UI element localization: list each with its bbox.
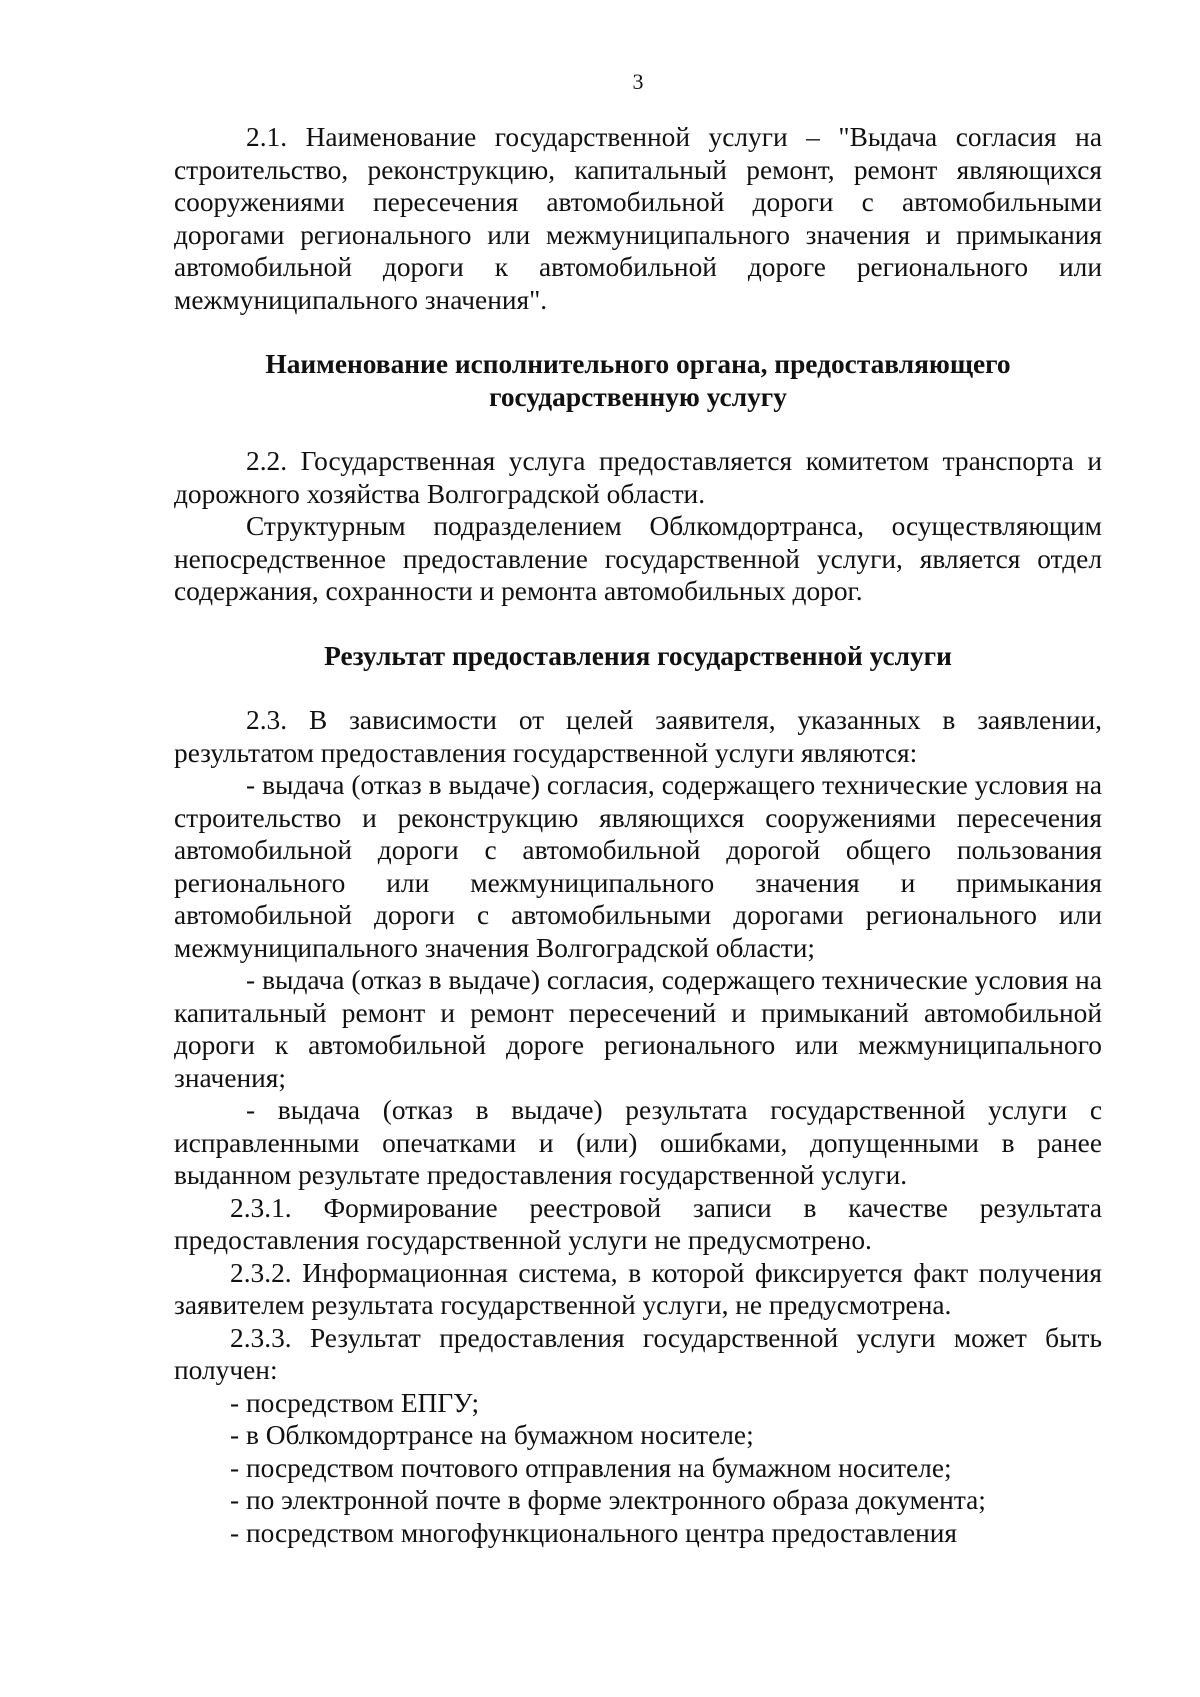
result-list-item-3: - выдача (отказ в выдаче) результата государственной услуги с исправленными опечатками и (или) ошибками, допущенными в ранее выданном результате предоставления государственной услуги. bbox=[174, 1095, 1102, 1190]
document-body bbox=[174, 121, 1102, 1549]
paragraph-2-1: 2.1. Наименование государственной услуги – "Выдача согласия на строительство, реконструкцию, капитальный ремонт, ремонт являющихся сооружениями пересечения автомобильной дороги с автомобильными дорогами регионального или межмуниципального значения и примыкания автомобильной дороги к автомобильной дороге регионального или межмуниципального значения". bbox=[174, 122, 1102, 315]
paragraph-structural-unit: Структурным подразделением Облкомдортранса, осуществляющим непосредственное предоставление государственной услуги, является отдел содержания, сохранности и ремонта автомобильных дорог. bbox=[174, 511, 1102, 606]
section-heading-executive-organ: Наименование исполнительного органа, предоставляющего государственную услугу bbox=[265, 349, 1011, 412]
method-list-item-5: - посредством многофункционального центра предоставления bbox=[230, 1517, 958, 1548]
paragraph-2-3-3: 2.3.3. Результат предоставления государственной услуги может быть получен: bbox=[174, 1322, 1102, 1385]
section-heading-result: Результат предоставления государственной услуги bbox=[324, 640, 952, 671]
paragraph-2-3: 2.3. В зависимости от целей заявителя, указанных в заявлении, результатом предоставления государственной услуги являются: bbox=[174, 705, 1102, 768]
result-list-item-2: - выдача (отказ в выдаче) согласия, содержащего технические условия на капитальный ремонт и ремонт пересечений и примыканий автомобильной дороги к автомобильной дороге регионального или межмуниципального значения; bbox=[174, 965, 1102, 1093]
method-list-item-4: - по электронной почте в форме электронного образа документа; bbox=[230, 1485, 986, 1515]
method-list-item-3: - посредством почтового отправления на бумажном носителе; bbox=[230, 1452, 952, 1483]
result-list-item-1: - выдача (отказ в выдаче) согласия, содержащего технические условия на строительство и реконструкцию являющихся сооружениями пересечения автомобильной дороги с автомобильной дорогой общего пользования регионального или межмуниципального значения и примыкания автомобильной дороги с автомобильными дорогами регионального или межмуниципального значения Волгоградской области; bbox=[174, 770, 1102, 963]
paragraph-2-3-2: 2.3.2. Информационная система, в которой фиксируется факт получения заявителем результата государственной услуги, не предусмотрена. bbox=[174, 1257, 1102, 1320]
paragraph-2-2: 2.2. Государственная услуга предоставляется комитетом транспорта и дорожного хозяйства Волгоградской области. bbox=[174, 446, 1102, 509]
page-number: 3 bbox=[632, 69, 644, 94]
method-list-item-2: - в Облкомдортрансе на бумажном носителе; bbox=[230, 1420, 754, 1450]
paragraph-2-3-1: 2.3.1. Формирование реестровой записи в качестве результата предоставления государственной услуги не предусмотрено. bbox=[174, 1192, 1102, 1255]
method-list-item-1: - посредством ЕПГУ; bbox=[230, 1387, 480, 1418]
